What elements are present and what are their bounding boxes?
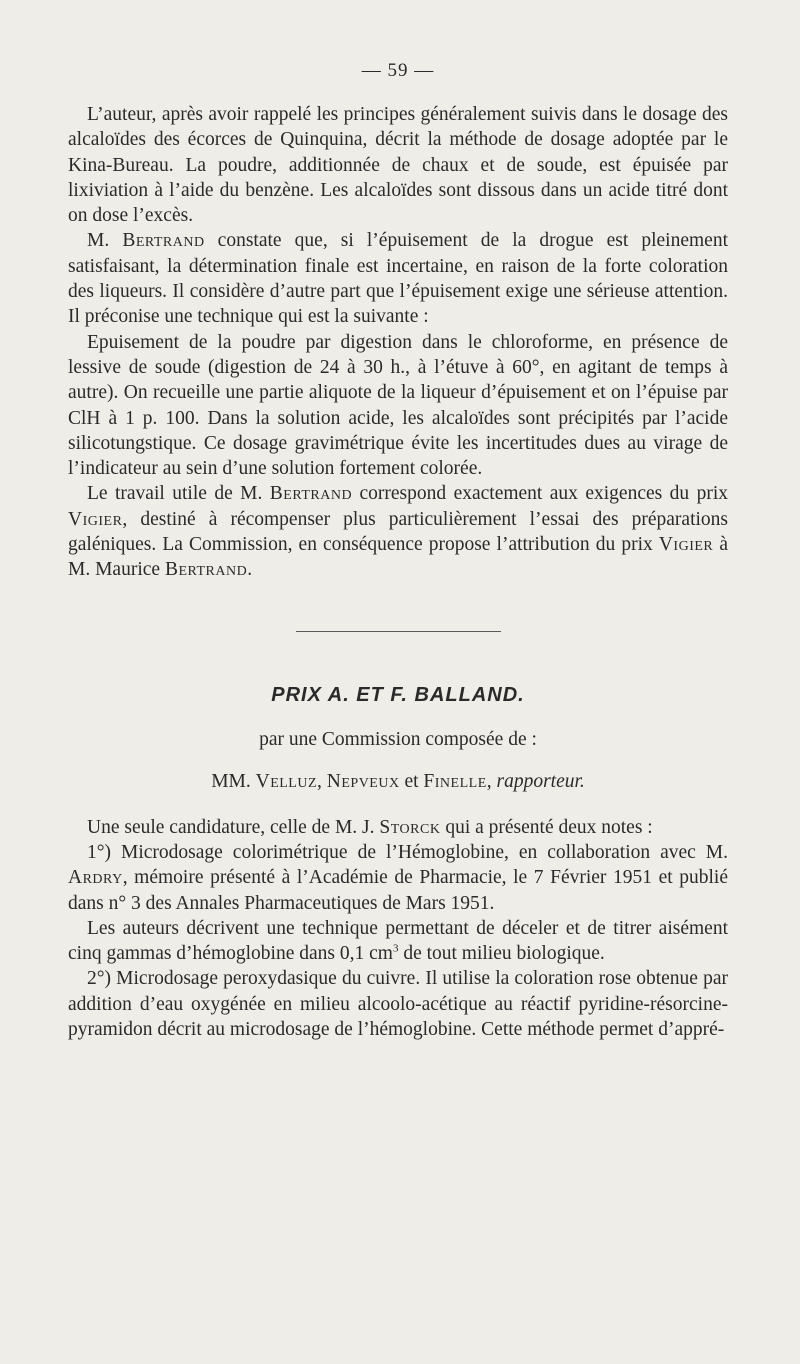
rapporteur-role: rapporteur. bbox=[496, 770, 585, 792]
page-number: — 59 — bbox=[361, 60, 435, 81]
collaborator-name: Ardry bbox=[68, 867, 123, 889]
paragraph-note-1-description: Les auteurs décrivent une technique permettant de déceler et de titrer aisément cinq gammas d’hémoglobine dans 0,1 $cm^3$ de tout milieu biologique. bbox=[68, 917, 728, 965]
prize-name: Vigier bbox=[68, 508, 123, 530]
paragraph-note-1: 1°) Microdosage colorimétrique de l’Hémoglobine, en collaboration avec M. Ardry, mémoire présenté à l’Académie de Pharmacie, le 7 Février 1951 et publié dans n° 3 des Annales Pharmaceutiques de Mars 1951. bbox=[68, 841, 728, 914]
paragraph-candidature: Une seule candidature, celle de M. J. Storck qui a présenté deux notes : bbox=[87, 816, 653, 838]
paragraph-bertrand-critique: M. Bertrand constate que, si l’épuisement de la drogue est pleinement satisfaisant, la détermination finale est incertaine, en raison de la forte coloration des liqueurs. Il considère d’autre part que l’épuisement exige une sérieuse attention. Il préconise une technique qui est la suivante : bbox=[68, 230, 728, 328]
author-name: Bertrand bbox=[269, 483, 353, 505]
candidate-name: Storck bbox=[379, 816, 441, 838]
author-name: Bertrand bbox=[164, 559, 248, 581]
section-divider bbox=[296, 631, 501, 632]
member-name: Nepveux bbox=[326, 770, 400, 792]
section-vigier-report bbox=[68, 102, 728, 583]
member-name: Velluz bbox=[255, 770, 318, 792]
paragraph-conclusion: Le travail utile de M. Bertrand correspond exactement aux exigences du prix Vigier, destiné à récompenser plus particulièrement l’essai des préparations galéniques. La Commission, en conséquence propose l’attribution du prix Vigier à M. Maurice Bertrand. bbox=[68, 483, 729, 581]
section-balland-report bbox=[68, 815, 728, 1043]
paragraph-note-2: 2°) Microdosage peroxydasique du cuivre. Il utilise la coloration rose obtenue par addition d’eau oxygénée en milieu alcoolo-acétique au réactif pyridine-résorcine-pyramidon décrit au microdosage de l’hémoglobine. Cette méthode permet d’appré- bbox=[68, 968, 728, 1041]
author-name: Bertrand bbox=[122, 230, 205, 252]
commission-members: MM. Velluz, Nepveux et Finelle, rapporteur. bbox=[211, 770, 585, 792]
prize-name: Vigier bbox=[658, 534, 714, 556]
commission-line: par une Commission composée de : bbox=[259, 728, 537, 750]
prize-heading: PRIX A. ET F. BALLAND. bbox=[271, 683, 525, 706]
paragraph-technique: Epuisement de la poudre par digestion dans le chloroforme, en présence de lessive de soude (digestion de 24 à 30 h., à l’étuve à 60°, en agitant de temps à autre). On recueille une partie aliquote de la liqueur d’épuisement et on l’épuise par ClH à 1 p. 100. Dans la solution acide, les alcaloïdes sont précipités par l’acide silicotungstique. Ce dosage gravimétrique évite les incertitudes dues au virage de l’indicateur au sein d’une solution fortement colorée. bbox=[68, 331, 728, 480]
member-name: Finelle bbox=[423, 770, 487, 792]
paragraph-kina-bureau: L’auteur, après avoir rappelé les principes généralement suivis dans le dosage des alcaloïdes des écorces de Quinquina, décrit la méthode de dosage adoptée par le Kina-Bureau. La poudre, additionnée de chaux et de soude, est épuisée par lixiviation à l’aide du benzène. Les alcaloïdes sont dissous dans un acide titré dont on dose l’excès. bbox=[68, 104, 728, 227]
